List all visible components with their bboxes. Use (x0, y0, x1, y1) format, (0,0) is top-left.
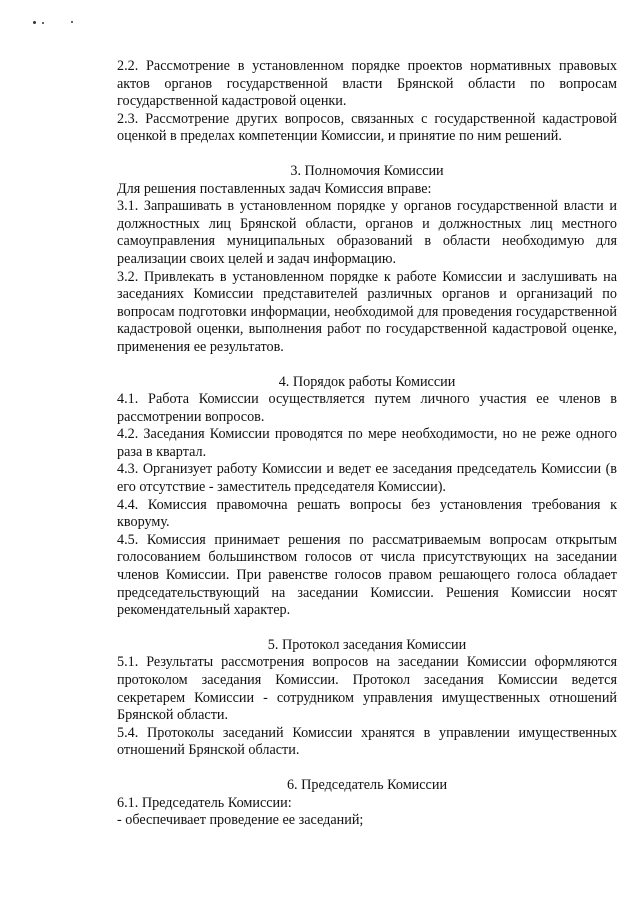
section-5-heading: 5. Протокол заседания Комиссии (267, 636, 467, 653)
scan-speck (71, 21, 73, 23)
paragraph-2-2: 2.2. Рассмотрение в установленном порядке проектов нормативных правовых актов органов государственной власти Брянской области по вопросам государственной кадастровой оценки. (117, 58, 617, 110)
paragraph-4-2: 4.2. Заседания Комиссии проводятся по мере необходимости, но не реже одного раза в квартал. (117, 426, 617, 460)
section-3-heading: 3. Полномочия Комиссии (290, 162, 444, 179)
paragraph-6-1-item: - обеспечивает проведение ее заседаний; (117, 812, 364, 829)
paragraph-4-3: 4.3. Организует работу Комиссии и ведет ее заседания председатель Комиссии (в его отсутствие - заместитель председателя Комиссии). (117, 461, 617, 496)
paragraph-3-1: 3.1. Запрашивать в установленном порядке у органов государственной власти и должностных лиц Брянской области, органов и должностных лиц местного самоуправления муниципальных образований в области необходимую для реализации своих целей и задач информацию. (117, 198, 617, 267)
scan-speck (33, 21, 36, 24)
paragraph-5-4: 5.4. Протоколы заседаний Комиссии хранятся в управлении имущественных отношений Брянской области. (117, 724, 617, 759)
paragraph-6-1: 6.1. Председатель Комиссии: (117, 794, 292, 811)
section-4-heading: 4. Порядок работы Комиссии (278, 373, 456, 390)
section-3-intro: Для решения поставленных задач Комиссия вправе: (117, 180, 432, 197)
paragraph-4-4: 4.4. Комиссия правомочна решать вопросы без установления требования к кворуму. (117, 496, 617, 531)
paragraph-4-5: 4.5. Комиссия принимает решения по рассматриваемым вопросам открытым голосованием большинством голосов от числа присутствующих на заседании членов Комиссии. При равенстве голосов правом решающего голоса обладает председательствующий на заседании Комиссии. Решения Комиссии носят рекомендательный характер. (117, 531, 617, 619)
paragraph-3-2: 3.2. Привлекать в установленном порядке к работе Комиссии и заслушивать на заседаниях Комиссии представителей различных органов и организаций по вопросам подготовки информации, необходимой для проведения государственной кадастровой оценки, выполнения работ по государственной кадастровой оценке, применения ее результатов. (117, 268, 617, 355)
paragraph-4-1: 4.1. Работа Комиссии осуществляется путем личного участия ее членов в рассмотрении вопросов. (117, 391, 617, 425)
scan-speck (42, 22, 44, 24)
document-body (117, 58, 617, 830)
paragraph-5-1: 5.1. Результаты рассмотрения вопросов на заседании Комиссии оформляются протоколом заседания Комиссии. Протокол заседания Комиссии ведется секретарем Комиссии - сотрудником управления имущественных отношений Брянской области. (117, 654, 617, 724)
paragraph-2-3: 2.3. Рассмотрение других вопросов, связанных с государственной кадастровой оценкой в пределах компетенции Комиссии, и принятие по ним решений. (117, 110, 617, 145)
section-6-heading: 6. Председатель Комиссии (286, 776, 448, 793)
